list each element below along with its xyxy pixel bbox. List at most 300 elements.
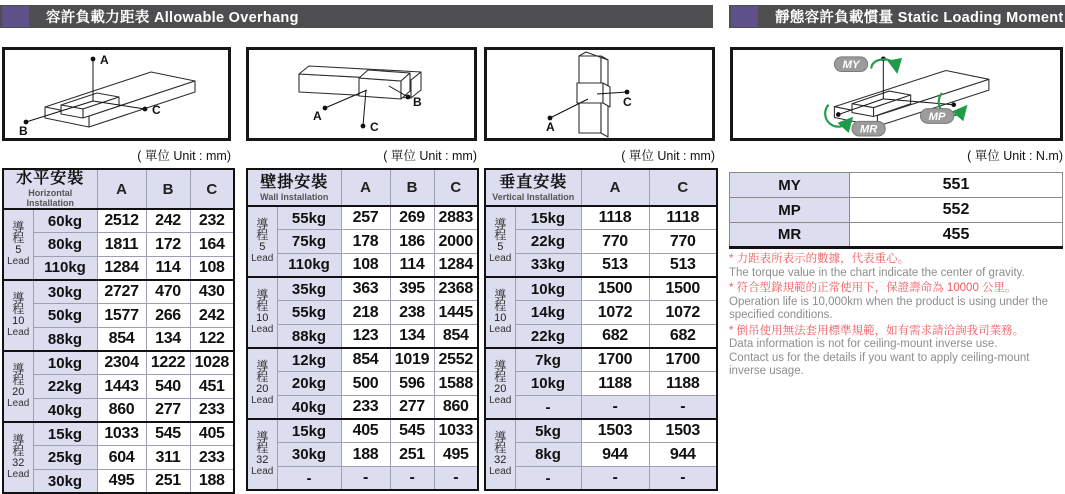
value-cell: 1588 <box>434 372 478 396</box>
table-row <box>247 301 478 325</box>
unit-label-nm: ( 單位 Unit : N.m) <box>967 149 1063 163</box>
value-cell: 2512 <box>97 209 146 233</box>
load-cell: - <box>277 467 341 491</box>
value-cell: 944 <box>581 443 649 467</box>
table-row <box>3 256 234 280</box>
load-cell: 10kg <box>515 277 581 301</box>
notes-block <box>729 251 1065 379</box>
installation-name-zh: 垂直安裝 <box>499 173 568 191</box>
column-header: C <box>190 169 234 209</box>
table-row <box>3 280 234 304</box>
value-cell: 500 <box>341 372 390 396</box>
load-cell: 25kg <box>33 446 97 470</box>
mr-badge-label: MR <box>859 123 878 136</box>
value-cell: 186 <box>390 230 434 254</box>
carriage-side-face <box>603 83 610 107</box>
load-cell: 12kg <box>277 348 341 372</box>
my-badge-label: MY <box>842 59 860 72</box>
value-cell: 1222 <box>146 351 190 375</box>
value-cell: 1072 <box>649 301 717 325</box>
point-a-dot <box>91 57 96 62</box>
lead-label-cell <box>3 280 33 351</box>
load-cell: 40kg <box>33 399 97 423</box>
point-c-label: C <box>152 103 161 117</box>
value-cell: 430 <box>190 280 234 304</box>
load-cell: 7kg <box>515 348 581 372</box>
load-cell: 30kg <box>277 443 341 467</box>
lead-number: 32 <box>494 453 507 466</box>
value-cell: 854 <box>341 348 390 372</box>
purple-accent-square <box>731 6 758 27</box>
table-row <box>485 230 717 254</box>
value-cell: 1503 <box>581 419 649 443</box>
value-cell: - <box>434 467 478 491</box>
lead-en: Lead <box>7 398 30 410</box>
value-cell: 269 <box>390 206 434 230</box>
table-row <box>3 351 234 375</box>
value-cell: 1500 <box>649 277 717 301</box>
value-cell: 860 <box>434 396 478 420</box>
value-cell: 233 <box>190 446 234 470</box>
lead-label-cell <box>485 419 515 490</box>
value-cell: - <box>341 467 390 491</box>
section-title <box>775 6 1064 27</box>
section-header-allowable-overhang <box>0 5 713 28</box>
note-en-text: Contact us for the details if you want to apply ceiling-mount inverse usage. <box>729 351 1030 377</box>
load-cell: - <box>515 396 581 420</box>
lead-zh-char: 導 <box>494 216 507 231</box>
table-row <box>485 467 717 491</box>
lead-number: 10 <box>256 311 269 324</box>
table-row <box>485 253 717 277</box>
load-cell: 88kg <box>33 327 97 351</box>
lead-en: Lead <box>489 253 512 265</box>
load-cell: 5kg <box>515 419 581 443</box>
lead-zh-char: 導 <box>12 290 25 305</box>
value-cell: 232 <box>190 209 234 233</box>
value-cell: 1284 <box>97 256 146 280</box>
horizontal-installation-table <box>2 168 235 494</box>
load-cell: 75kg <box>277 230 341 254</box>
value-cell: 395 <box>390 277 434 301</box>
table-header-row <box>485 169 717 206</box>
value-cell: 1072 <box>581 301 649 325</box>
load-cell: 30kg <box>33 470 97 494</box>
lead-zh-char: 導 <box>256 216 269 231</box>
lead-zh-char: 程 <box>256 228 269 243</box>
value-cell: 123 <box>341 324 390 348</box>
overhang-table <box>246 168 479 491</box>
value-cell: 405 <box>341 419 390 443</box>
value-cell: 1284 <box>434 253 478 277</box>
value-cell: 451 <box>190 375 234 399</box>
table-row <box>247 396 478 420</box>
lead-label-cell <box>485 277 515 348</box>
lead-zh-char: 導 <box>494 287 507 302</box>
note-en-text: The torque value in the chart indicate the center of gravity. <box>729 266 1025 279</box>
point-c-dot <box>361 124 366 129</box>
column-header: B <box>146 169 190 209</box>
value-cell: 860 <box>97 399 146 423</box>
horizontal-diagram-svg <box>5 50 228 138</box>
value-cell: 770 <box>581 230 649 254</box>
lead-zh-char: 導 <box>256 358 269 373</box>
value-cell: 188 <box>341 443 390 467</box>
load-cell: 55kg <box>277 206 341 230</box>
load-cell: 30kg <box>33 280 97 304</box>
value-cell: 470 <box>146 280 190 304</box>
value-cell: 188 <box>190 470 234 494</box>
value-cell: 682 <box>581 324 649 348</box>
column-header: B <box>390 169 434 206</box>
value-cell: 251 <box>390 443 434 467</box>
value-cell: 1503 <box>649 419 717 443</box>
value-cell: 277 <box>390 396 434 420</box>
lead-zh-char: 導 <box>494 358 507 373</box>
value-cell: 108 <box>190 256 234 280</box>
value-cell: 770 <box>649 230 717 254</box>
lead-zh-char: 導 <box>12 432 25 447</box>
point-c-dot <box>143 107 148 112</box>
purple-accent-square <box>2 6 29 27</box>
value-cell: 134 <box>146 327 190 351</box>
value-cell: 178 <box>341 230 390 254</box>
value-cell: 164 <box>190 233 234 257</box>
installation-name-zh: 壁掛安裝 <box>260 173 329 191</box>
column-header: A <box>341 169 390 206</box>
moment-row <box>730 173 1063 198</box>
table-header-row <box>247 169 478 206</box>
lead-zh-char: 程 <box>12 444 25 459</box>
table-row <box>3 375 234 399</box>
note-item <box>729 324 1065 379</box>
load-cell: 35kg <box>277 277 341 301</box>
table-row <box>247 206 478 230</box>
load-cell: 15kg <box>515 206 581 230</box>
point-b-label: B <box>19 124 28 138</box>
value-cell: - <box>649 467 717 491</box>
lead-zh-char: 程 <box>256 299 269 314</box>
wall-diagram-svg <box>249 50 474 138</box>
installation-name-en: Vertical Installation <box>492 191 575 202</box>
lead-label-cell <box>247 348 277 419</box>
load-cell: 110kg <box>277 253 341 277</box>
section-title <box>46 6 299 27</box>
table-row <box>3 304 234 328</box>
table-row <box>247 253 478 277</box>
table-row <box>247 419 478 443</box>
load-cell: 50kg <box>33 304 97 328</box>
value-cell: 1500 <box>581 277 649 301</box>
moment-row <box>730 223 1063 248</box>
lead-en: Lead <box>7 256 30 268</box>
moment-table <box>729 172 1063 249</box>
installation-name-cell <box>485 169 581 206</box>
note-en-text: Data information is not for ceiling-mount inverse use. <box>729 338 998 350</box>
moment-value-cell: 552 <box>850 198 1063 223</box>
value-cell: 495 <box>434 443 478 467</box>
note-zh-text: * 符合型錄規範的正常使用下，保證壽命為 10000 公里。 <box>729 282 1017 294</box>
overhang-table <box>484 168 718 491</box>
table-row <box>485 443 717 467</box>
lead-en: Lead <box>251 395 274 407</box>
lead-en: Lead <box>489 466 512 478</box>
load-cell: 88kg <box>277 324 341 348</box>
vertical-installation-table <box>484 168 718 491</box>
value-cell: 1700 <box>649 348 717 372</box>
load-cell: 22kg <box>515 324 581 348</box>
table-row <box>247 467 478 491</box>
lead-zh-char: 導 <box>256 287 269 302</box>
value-cell: 134 <box>390 324 434 348</box>
value-cell: - <box>390 467 434 491</box>
point-a-label: A <box>546 120 555 134</box>
lead-en: Lead <box>251 466 274 478</box>
load-cell: - <box>515 467 581 491</box>
value-cell: 257 <box>341 206 390 230</box>
value-cell: 2883 <box>434 206 478 230</box>
moment-label-cell: MR <box>730 223 850 248</box>
value-cell: 114 <box>146 256 190 280</box>
moment-label-cell: MY <box>730 173 850 198</box>
point-c-label: C <box>370 120 379 134</box>
value-cell: 545 <box>146 422 190 446</box>
lead-number: 20 <box>256 382 269 395</box>
lead-zh-char: 程 <box>256 441 269 456</box>
value-cell: 277 <box>146 399 190 423</box>
value-cell: - <box>581 467 649 491</box>
moment-value-cell: 551 <box>850 173 1063 198</box>
lead-zh-char: 導 <box>256 429 269 444</box>
lead-zh-char: 程 <box>494 370 507 385</box>
value-cell: 1019 <box>390 348 434 372</box>
point-a-label: A <box>100 53 109 67</box>
lead-number: 5 <box>15 243 22 256</box>
table-row <box>3 233 234 257</box>
point-a-label: A <box>313 109 322 123</box>
unit-label-mm: ( 單位 Unit : mm) <box>621 149 715 163</box>
load-cell: 110kg <box>33 256 97 280</box>
lead-zh-char: 導 <box>12 219 25 234</box>
column-header: C <box>434 169 478 206</box>
value-cell: 108 <box>341 253 390 277</box>
lead-en: Lead <box>7 469 30 481</box>
note-zh-text: * 倒吊使用無法套用標準規範，如有需求請洽詢我司業務。 <box>729 324 1025 337</box>
table-header-row <box>3 169 234 209</box>
wall-installation-diagram <box>246 47 477 141</box>
table-row <box>247 230 478 254</box>
section-header-static-loading-moment <box>729 5 1065 28</box>
lead-zh-char: 程 <box>12 231 25 246</box>
value-cell: 2368 <box>434 277 478 301</box>
value-cell: 1188 <box>581 372 649 396</box>
value-cell: 242 <box>146 209 190 233</box>
value-cell: 1118 <box>581 206 649 230</box>
lead-en: Lead <box>489 324 512 336</box>
value-cell: 242 <box>190 304 234 328</box>
vertical-installation-diagram <box>484 47 715 141</box>
installation-name-cell <box>3 169 97 209</box>
value-cell: 1033 <box>97 422 146 446</box>
carriage-front-face <box>577 83 603 103</box>
table-row <box>247 372 478 396</box>
value-cell: 238 <box>390 301 434 325</box>
lead-label-cell <box>485 206 515 277</box>
load-cell: 80kg <box>33 233 97 257</box>
table-row <box>485 372 717 396</box>
value-cell: 2304 <box>97 351 146 375</box>
moment-value-cell: 455 <box>850 223 1063 248</box>
moment-row <box>730 198 1063 223</box>
load-cell: 20kg <box>277 372 341 396</box>
installation-name-cell <box>247 169 341 206</box>
lead-en: Lead <box>251 324 274 336</box>
lead-number: 10 <box>12 314 25 327</box>
value-cell: 2727 <box>97 280 146 304</box>
table-row <box>247 277 478 301</box>
load-cell: 33kg <box>515 253 581 277</box>
value-cell: 545 <box>390 419 434 443</box>
static-moment-diagram <box>730 47 1063 141</box>
section-title-en: Allowable Overhang <box>153 10 299 26</box>
point-c-dot <box>625 90 630 95</box>
value-cell: 1700 <box>581 348 649 372</box>
load-cell: 22kg <box>515 230 581 254</box>
table-row <box>3 446 234 470</box>
table-row <box>485 348 717 372</box>
load-cell: 15kg <box>277 419 341 443</box>
value-cell: 513 <box>581 253 649 277</box>
value-cell: - <box>649 396 717 420</box>
table-row <box>485 419 717 443</box>
column-header: C <box>649 169 717 206</box>
lead-zh-char: 程 <box>256 370 269 385</box>
value-cell: 1811 <box>97 233 146 257</box>
column-header: A <box>97 169 146 209</box>
point-b-dot <box>406 95 411 100</box>
value-cell: - <box>581 396 649 420</box>
lead-label-cell <box>3 351 33 422</box>
overhang-table <box>2 168 235 494</box>
value-cell: 944 <box>649 443 717 467</box>
mp-badge-label: MP <box>928 110 946 123</box>
moment-label-cell: MP <box>730 198 850 223</box>
lead-en: Lead <box>7 327 30 339</box>
value-cell: 854 <box>97 327 146 351</box>
lead-number: 32 <box>12 456 25 469</box>
load-cell: 8kg <box>515 443 581 467</box>
value-cell: 2552 <box>434 348 478 372</box>
static-moment-table <box>729 172 1063 249</box>
value-cell: 114 <box>390 253 434 277</box>
table-row <box>485 277 717 301</box>
table-row <box>3 209 234 233</box>
value-cell: 513 <box>649 253 717 277</box>
installation-name-zh: 水平安裝 <box>16 170 85 187</box>
table-row <box>3 470 234 494</box>
lead-zh-char: 程 <box>12 373 25 388</box>
lead-number: 5 <box>497 240 504 253</box>
value-cell: 1028 <box>190 351 234 375</box>
load-cell: 15kg <box>33 422 97 446</box>
vertical-diagram-svg <box>487 50 712 138</box>
point-a-dot <box>323 106 328 111</box>
lead-number: 5 <box>259 240 266 253</box>
value-cell: 405 <box>190 422 234 446</box>
load-cell: 40kg <box>277 396 341 420</box>
wall-installation-table <box>246 168 479 491</box>
load-cell: 10kg <box>33 351 97 375</box>
table-row <box>485 324 717 348</box>
value-cell: 1577 <box>97 304 146 328</box>
value-cell: 251 <box>146 470 190 494</box>
table-row <box>247 348 478 372</box>
lead-label-cell <box>247 206 277 277</box>
note-item <box>729 252 1065 280</box>
value-cell: 1188 <box>649 372 717 396</box>
lead-label-cell <box>3 209 33 280</box>
lead-label-cell <box>247 419 277 490</box>
lead-zh-char: 程 <box>494 441 507 456</box>
load-cell: 10kg <box>515 372 581 396</box>
column-header: A <box>581 169 649 206</box>
lead-zh-char: 導 <box>12 361 25 376</box>
value-cell: 1033 <box>434 419 478 443</box>
lead-zh-char: 導 <box>494 429 507 444</box>
value-cell: 596 <box>390 372 434 396</box>
section-title-en: Static Loading Moment <box>897 10 1064 26</box>
value-cell: 1118 <box>649 206 717 230</box>
note-item <box>729 281 1065 323</box>
unit-label-mm: ( 單位 Unit : mm) <box>137 149 231 163</box>
value-cell: 854 <box>434 324 478 348</box>
lead-number: 32 <box>256 453 269 466</box>
lead-number: 20 <box>12 385 25 398</box>
load-cell: 60kg <box>33 209 97 233</box>
value-cell: 682 <box>649 324 717 348</box>
lead-label-cell <box>247 277 277 348</box>
value-cell: 172 <box>146 233 190 257</box>
value-cell: 233 <box>190 399 234 423</box>
unit-label-mm: ( 單位 Unit : mm) <box>383 149 477 163</box>
horizontal-installation-diagram <box>2 47 231 141</box>
lead-number: 20 <box>494 382 507 395</box>
lead-zh-char: 程 <box>12 302 25 317</box>
table-row <box>485 396 717 420</box>
mr-axis-dot <box>836 112 841 117</box>
value-cell: 1443 <box>97 375 146 399</box>
table-row <box>247 324 478 348</box>
load-cell: 22kg <box>33 375 97 399</box>
table-row <box>3 422 234 446</box>
lead-en: Lead <box>251 253 274 265</box>
value-cell: 311 <box>146 446 190 470</box>
table-row <box>3 327 234 351</box>
point-b-label: B <box>413 95 422 109</box>
installation-name-en: Wall Installation <box>260 191 329 202</box>
table-row <box>485 206 717 230</box>
value-cell: 540 <box>146 375 190 399</box>
lead-zh-char: 程 <box>494 299 507 314</box>
lead-label-cell <box>485 348 515 419</box>
lead-number: 10 <box>494 311 507 324</box>
installation-name-en: Horizontal Installation <box>26 188 75 208</box>
value-cell: 495 <box>97 470 146 494</box>
note-zh-text: * 力距表所表示的數據，代表重心。 <box>729 253 910 265</box>
lead-label-cell <box>3 422 33 493</box>
value-cell: 2000 <box>434 230 478 254</box>
lead-zh-char: 程 <box>494 228 507 243</box>
